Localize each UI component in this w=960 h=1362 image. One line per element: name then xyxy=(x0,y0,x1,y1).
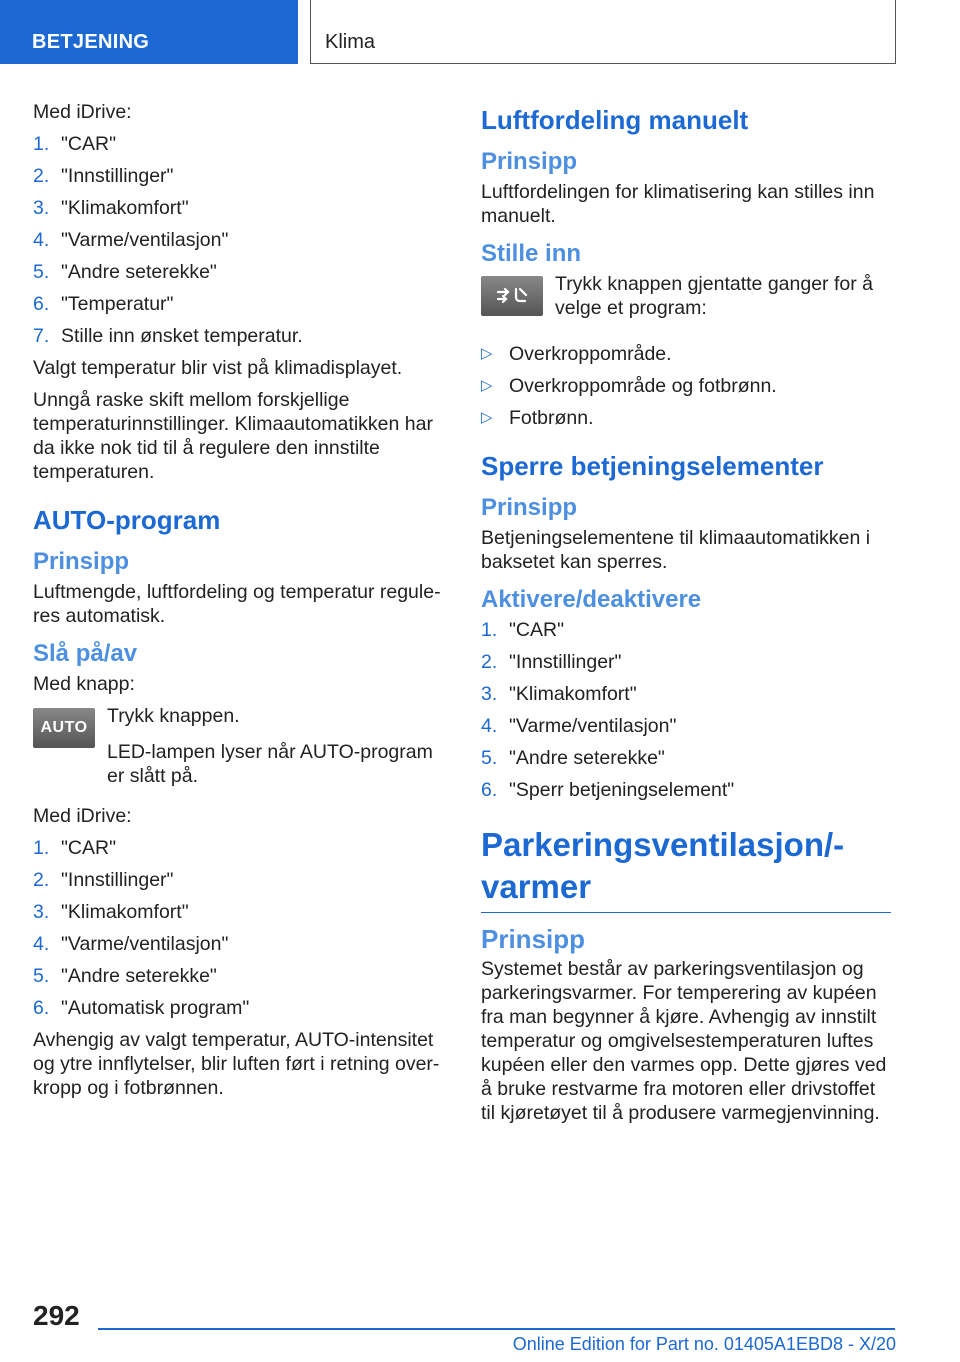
paragraph: LED-lampen lyser når AUTO-program er slått på. xyxy=(107,741,433,787)
list-item: 4. "Varme/ventilasjon" xyxy=(33,933,229,955)
list-item: 3. "Klimakomfort" xyxy=(33,197,189,219)
air-distribution-icon xyxy=(481,276,543,316)
section-label: BETJENING xyxy=(32,31,150,53)
edition-text: Online Edition for Part no. 01405A1EBD8 - X/20 xyxy=(512,1334,896,1354)
list-item: 4. "Varme/ventilasjon" xyxy=(481,715,677,737)
list-item: 6. "Temperatur" xyxy=(33,293,174,315)
list-item: 5. "Andre seterekke" xyxy=(33,261,217,283)
list-item: ▷ Overkroppområde og fotbrønn. xyxy=(481,375,777,397)
list-item: 6. "Sperr betjeningselement" xyxy=(481,779,735,801)
paragraph: Unngå raske skift mellom forskjellige temperaturinnstillinger. Klimaautomatikken har da ikke nok tid til å regulere den innstilte temperaturen. xyxy=(33,389,433,483)
principle-heading: Prinsipp xyxy=(481,924,586,954)
list-item: 3. "Klimakomfort" xyxy=(481,683,637,705)
auto-program-heading: AUTO-program xyxy=(33,505,221,535)
principle-heading: Prinsipp xyxy=(481,148,578,175)
paragraph: Luftfordelingen for klimatisering kan stilles inn manuelt. xyxy=(481,181,875,227)
list-item: 3. "Klimakomfort" xyxy=(33,901,189,923)
list-item: 1. "CAR" xyxy=(33,837,117,859)
page-number: 292 xyxy=(33,1300,80,1331)
paragraph: Avhengig av valgt temperatur, AUTO-intensitet og ytre innflytelser, blir luften ført i retning overkropp og i fotbrønnen. xyxy=(33,1029,440,1099)
chapter-header xyxy=(310,0,896,64)
principle-heading: Prinsipp xyxy=(481,494,578,521)
list-item: 5. "Andre seterekke" xyxy=(33,965,217,987)
footer-divider xyxy=(98,1328,895,1330)
list-item: ▷ Fotbrønn. xyxy=(481,407,594,429)
list-item: 1. "CAR" xyxy=(481,619,565,641)
list-item: 2. "Innstillinger" xyxy=(481,651,622,673)
list-item: 7. Stille inn ønsket temperatur. xyxy=(33,325,303,347)
auto-steps xyxy=(33,836,443,1020)
auto-button-icon: AUTO xyxy=(33,708,95,748)
right-column xyxy=(481,100,891,1133)
paragraph: Luftmengde, luftfordeling og temperatur reguleres automatisk. xyxy=(33,581,441,627)
activate-heading: Aktivere/deaktivere xyxy=(481,586,702,613)
section-tab xyxy=(0,0,298,64)
chapter-label: Klima xyxy=(325,31,376,53)
air-distribution-button-row xyxy=(481,272,891,332)
list-item: 2. "Innstillinger" xyxy=(33,869,174,891)
paragraph: Betjeningselementene til klimaautomatikken i baksetet kan sperres. xyxy=(481,527,871,573)
list-item: ▷ Overkroppområde. xyxy=(481,343,672,365)
list-item: 2. "Innstillinger" xyxy=(33,165,174,187)
list-item: 5. "Andre seterekke" xyxy=(481,747,665,769)
idrive-label: Med iDrive: xyxy=(33,101,132,123)
list-item: 4. "Varme/ventilasjon" xyxy=(33,229,229,251)
program-options xyxy=(481,342,891,430)
onoff-heading: Slå på/av xyxy=(33,640,138,667)
temperature-steps xyxy=(33,132,443,348)
manual-distribution-heading: Luftfordeling manuelt xyxy=(481,105,749,135)
list-item: 6. "Automatisk program" xyxy=(33,997,250,1019)
paragraph: Systemet består av parkeringsventilasjon og parkeringsvarmer. For temperering av kupéen fra man begynner å kjøre. Avhengig av innstilt temperatur og omgivelsestemperaturen luftes kupéen eller den varmes opp. Dette gjøres ved å bruke restvarme fra motoren eller drivstoffet til kjøretøyet til å produsere varmegjenvinning. xyxy=(481,958,887,1124)
paragraph: Trykk knappen. xyxy=(107,705,240,727)
auto-button-row xyxy=(33,704,443,764)
left-column xyxy=(33,100,443,1108)
paragraph: Trykk knappen gjentatte ganger for å velge et program: xyxy=(555,273,873,319)
principle-heading: Prinsipp xyxy=(33,548,130,575)
parking-ventilation-heading: Parkeringsventilasjon/-varmer xyxy=(481,824,891,913)
list-item: 1. "CAR" xyxy=(33,133,117,155)
set-heading: Stille inn xyxy=(481,240,582,267)
lock-steps xyxy=(481,618,891,802)
paragraph: Valgt temperatur blir vist på klimadisplayet. xyxy=(33,357,403,379)
button-label: Med knapp: xyxy=(33,673,135,695)
lock-controls-heading: Sperre betjeningselementer xyxy=(481,451,824,481)
idrive-label: Med iDrive: xyxy=(33,805,132,827)
